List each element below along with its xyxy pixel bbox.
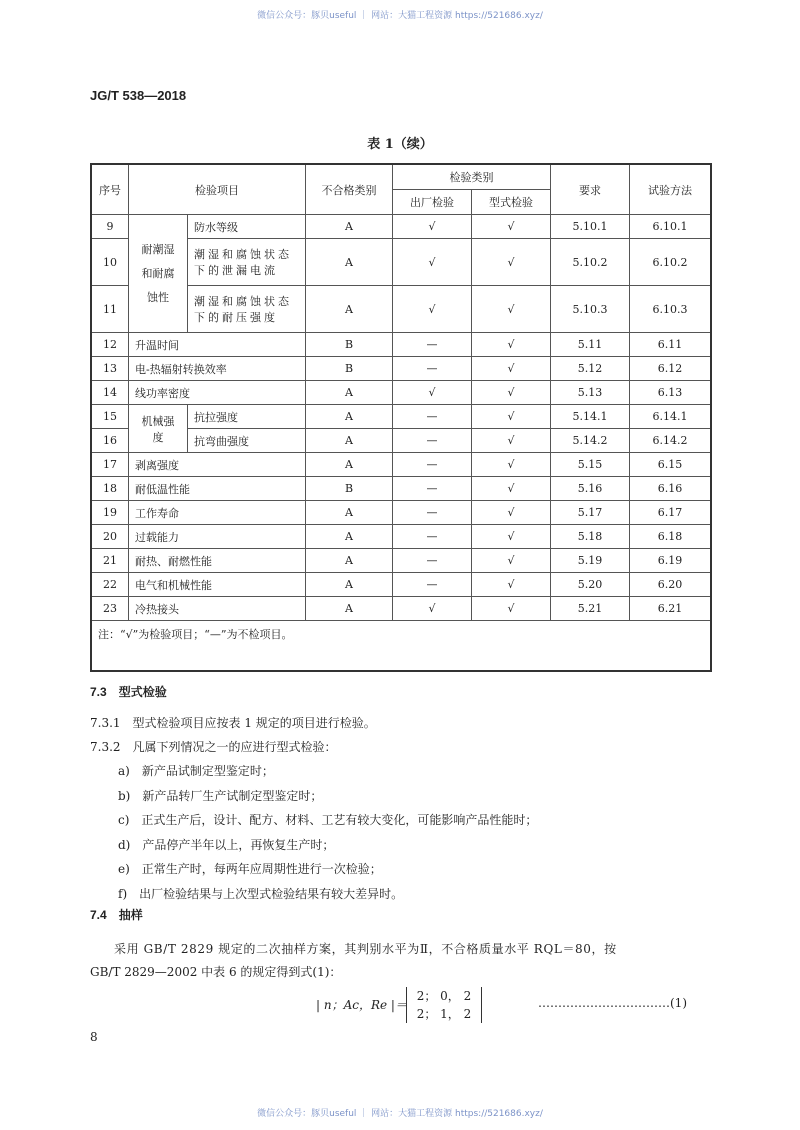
list-item: c) 正式生产后，设计、配方、材料、工艺有较大变化，可能影响产品性能时；: [118, 813, 538, 827]
section-7-4: 7.4 抽样: [90, 908, 143, 922]
col-type-group: 检验类别: [393, 164, 551, 190]
table-cell: 21: [91, 549, 129, 573]
table-cell: 过载能力: [129, 525, 306, 549]
col-method: 试验方法: [630, 164, 712, 215]
table-cell: 5.14.1: [551, 405, 630, 429]
standard-header: JG/T 538—2018: [90, 88, 187, 103]
table-cell: √: [472, 239, 551, 286]
table-cell: —: [393, 453, 472, 477]
table-cell: √: [472, 525, 551, 549]
table-cell: √: [393, 381, 472, 405]
table-cell: √: [393, 597, 472, 621]
table-cell: —: [393, 573, 472, 597]
table-cell: 11: [91, 286, 129, 333]
table-cell: 防水等级: [188, 215, 306, 239]
table-cell: 耐低温性能: [129, 477, 306, 501]
watermark-bottom: 微信公众号：豚贝useful ｜ 网站：大猫工程资源 https://521686.xyz/: [257, 1109, 543, 1119]
table-cell: 5.11: [551, 333, 630, 357]
col-seq: 序号: [91, 164, 129, 215]
table-cell: 潮湿和腐蚀状态下的耐压强度: [188, 286, 306, 333]
table-cell: √: [472, 215, 551, 239]
table-cell: 电-热辐射转换效率: [129, 357, 306, 381]
table-cell: A: [306, 573, 393, 597]
table-cell: —: [393, 405, 472, 429]
col-type: 型式检验: [472, 190, 551, 215]
group-mechanical: 机械强度: [129, 405, 188, 453]
table-cell: 16: [91, 429, 129, 453]
table-cell: √: [472, 333, 551, 357]
table-cell: 17: [91, 453, 129, 477]
table-cell: 23: [91, 597, 129, 621]
formula-lhs: | n；Ac，Re |＝: [316, 998, 407, 1012]
watermark-top: 微信公众号：豚贝useful ｜ 网站：大猫工程资源 https://521686.xyz/: [257, 11, 543, 21]
table-cell: —: [393, 429, 472, 453]
para-7-3-1: 7.3.1 型式检验项目应按表 1 规定的项目进行检验。: [90, 716, 376, 730]
para-7-4-a: 采用 GB/T 2829 规定的二次抽样方案，其判别水平为Ⅱ，不合格质量水平 RQL＝80，按: [114, 942, 617, 956]
table-cell: 6.12: [630, 357, 712, 381]
table-cell: 5.20: [551, 573, 630, 597]
table-cell: 剥离强度: [129, 453, 306, 477]
table-cell: 14: [91, 381, 129, 405]
table-cell: 5.19: [551, 549, 630, 573]
table-cell: A: [306, 453, 393, 477]
table-cell: √: [393, 286, 472, 333]
table-cell: √: [472, 405, 551, 429]
table-cell: B: [306, 333, 393, 357]
table-row: [91, 597, 711, 621]
table-row: [91, 215, 711, 239]
table-cell: 20: [91, 525, 129, 549]
table-cell: A: [306, 525, 393, 549]
table-cell: 冷热接头: [129, 597, 306, 621]
table-cell: 13: [91, 357, 129, 381]
table-cell: A: [306, 286, 393, 333]
table-cell: √: [472, 573, 551, 597]
para-7-4-b: GB/T 2829—2002 中表 6 的规定得到式(1)：: [90, 965, 342, 979]
table-cell: 6.11: [630, 333, 712, 357]
table-cell: √: [472, 477, 551, 501]
table-cell: 线功率密度: [129, 381, 306, 405]
table-cell: 6.14.2: [630, 429, 712, 453]
list-item: b) 新产品转厂生产试制定型鉴定时；: [118, 788, 323, 803]
table-cell: √: [472, 286, 551, 333]
table-cell: 5.10.2: [551, 239, 630, 286]
table-cell: B: [306, 477, 393, 501]
table-row: [91, 453, 711, 477]
table-cell: 6.14.1: [630, 405, 712, 429]
table-cell: 6.18: [630, 525, 712, 549]
table-cell: 电气和机械性能: [129, 573, 306, 597]
col-req: 要求: [551, 164, 630, 215]
page-number: 8: [90, 1030, 98, 1044]
table-cell: 5.21: [551, 597, 630, 621]
table-row: [91, 573, 711, 597]
table-cell: 6.17: [630, 501, 712, 525]
table-cell: 工作寿命: [129, 501, 306, 525]
table-cell: A: [306, 549, 393, 573]
table-cell: √: [472, 429, 551, 453]
table-cell: 6.10.2: [630, 239, 712, 286]
list-item: e) 正常生产时，每两年应周期性进行一次检验；: [118, 862, 382, 876]
table-cell: 6.13: [630, 381, 712, 405]
table-cell: 5.18: [551, 525, 630, 549]
table-cell: 升温时间: [129, 333, 306, 357]
table-cell: A: [306, 405, 393, 429]
table-cell: 10: [91, 239, 129, 286]
table-cell: 耐热、耐燃性能: [129, 549, 306, 573]
table-title: 表 1（续）: [367, 137, 433, 152]
table-note: 注：“√”为检验项目；“—”为不检项目。: [91, 621, 711, 672]
table-cell: 5.14.2: [551, 429, 630, 453]
table-cell: A: [306, 597, 393, 621]
formula-number: ……………………………(1): [538, 996, 687, 1010]
table-note-row: [91, 621, 711, 672]
table-row: [91, 381, 711, 405]
table-cell: 抗拉强度: [188, 405, 306, 429]
table-cell: 22: [91, 573, 129, 597]
table-cell: 5.13: [551, 381, 630, 405]
list-item: f) 出厂检验结果与上次型式检验结果有较大差异时。: [118, 886, 404, 901]
table-cell: 5.10.1: [551, 215, 630, 239]
table-cell: —: [393, 357, 472, 381]
table-cell: 18: [91, 477, 129, 501]
col-item: 检验项目: [129, 164, 306, 215]
table-cell: √: [472, 453, 551, 477]
table-cell: 12: [91, 333, 129, 357]
table-cell: 抗弯曲强度: [188, 429, 306, 453]
table-cell: 6.20: [630, 573, 712, 597]
section-7-3: 7.3 型式检验: [90, 685, 167, 699]
table-cell: 5.12: [551, 357, 630, 381]
table-cell: B: [306, 357, 393, 381]
table-cell: √: [393, 239, 472, 286]
table-cell: A: [306, 381, 393, 405]
col-category: 不合格类别: [306, 164, 393, 215]
table-cell: 6.10.1: [630, 215, 712, 239]
table-row: [91, 549, 711, 573]
inspection-table: [90, 163, 712, 672]
table-cell: √: [472, 549, 551, 573]
list-item: a) 新产品试制定型鉴定时；: [118, 764, 274, 778]
table-cell: √: [472, 381, 551, 405]
table-cell: √: [393, 215, 472, 239]
table-cell: 潮湿和腐蚀状态下的泄漏电流: [188, 239, 306, 286]
table-cell: √: [472, 357, 551, 381]
para-7-3-2: 7.3.2 凡属下列情况之一的应进行型式检验：: [90, 740, 337, 754]
list-item: d) 产品停产半年以上，再恢复生产时；: [118, 837, 335, 852]
table-cell: A: [306, 429, 393, 453]
table-cell: A: [306, 215, 393, 239]
table-cell: √: [472, 501, 551, 525]
table-row: [91, 477, 711, 501]
table-cell: —: [393, 501, 472, 525]
table-cell: —: [393, 525, 472, 549]
table-cell: 6.21: [630, 597, 712, 621]
table-cell: —: [393, 549, 472, 573]
table-row: [91, 405, 711, 429]
table-row: [91, 525, 711, 549]
table-cell: 15: [91, 405, 129, 429]
table-cell: —: [393, 477, 472, 501]
table-cell: 6.19: [630, 549, 712, 573]
table-cell: 6.10.3: [630, 286, 712, 333]
table-cell: A: [306, 239, 393, 286]
table-cell: 6.15: [630, 453, 712, 477]
table-row: [91, 333, 711, 357]
table-row: [91, 501, 711, 525]
table-cell: A: [306, 501, 393, 525]
table-cell: 6.16: [630, 477, 712, 501]
table-row: [91, 357, 711, 381]
table-cell: 9: [91, 215, 129, 239]
table-cell: 19: [91, 501, 129, 525]
table-cell: 5.15: [551, 453, 630, 477]
table-cell: —: [393, 333, 472, 357]
table-cell: √: [472, 597, 551, 621]
table-cell: 5.17: [551, 501, 630, 525]
table-cell: 5.16: [551, 477, 630, 501]
group-wet-corrosion: 耐潮湿和耐腐蚀性: [129, 215, 188, 333]
table-cell: 5.10.3: [551, 286, 630, 333]
formula-matrix: 2； 0， 2 2； 1， 2: [406, 987, 482, 1023]
col-factory: 出厂检验: [393, 190, 472, 215]
